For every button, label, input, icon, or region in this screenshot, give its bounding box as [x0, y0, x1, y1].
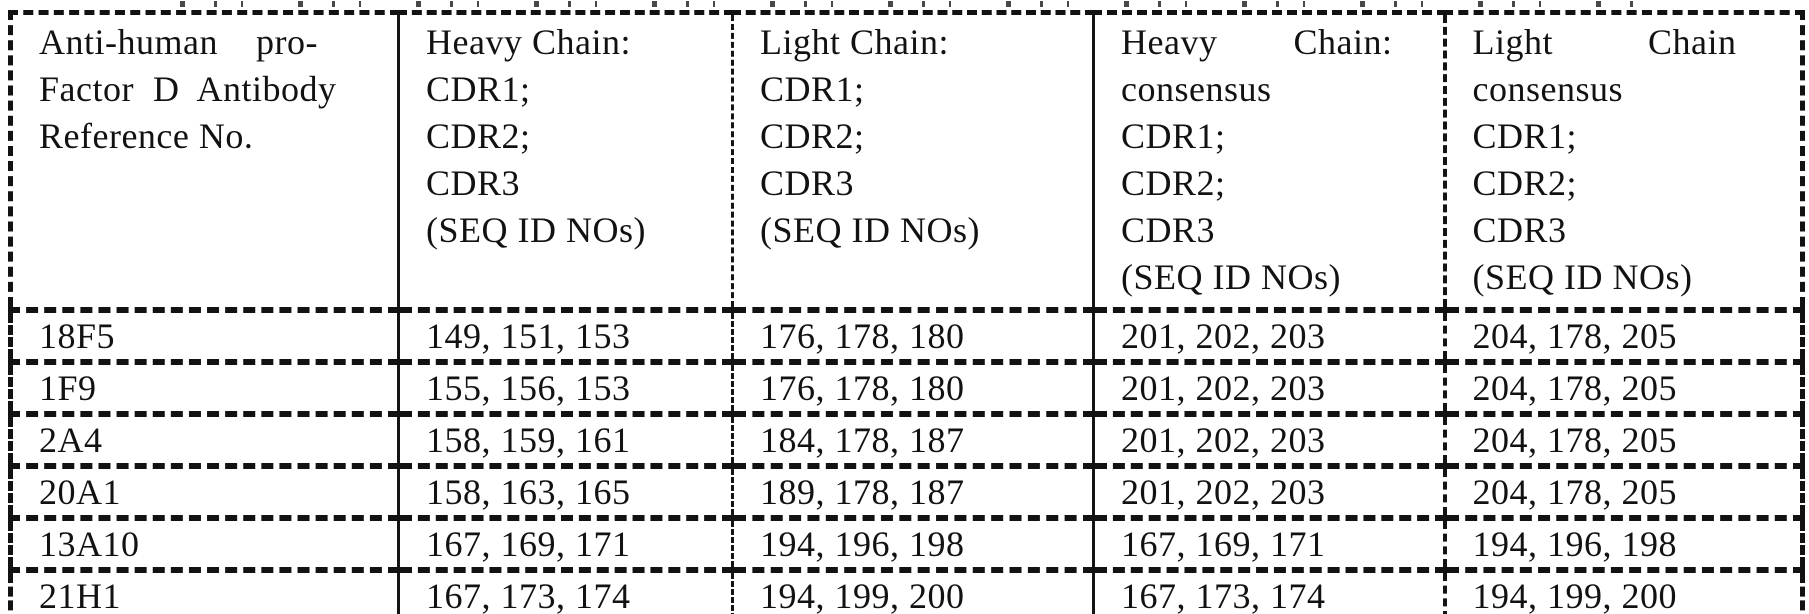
- header-cell-heavy-consensus: Heavy Chain: consensus CDR1; CDR2; CDR3 (SEQ ID NOs): [1094, 13, 1445, 311]
- cell-heavy-consensus: 167, 173, 174: [1094, 570, 1445, 614]
- table-row: [11, 466, 1803, 518]
- antibody-cdr-seq-id-table: [8, 10, 1805, 614]
- table-header: [11, 13, 1803, 311]
- header-cell-light-chain: Light Chain: CDR1; CDR2; CDR3 (SEQ ID NOs): [733, 13, 1094, 311]
- table-row: [11, 362, 1803, 414]
- cell-light: 176, 178, 180: [733, 362, 1094, 414]
- cell-ref: 1F9: [11, 362, 399, 414]
- cell-heavy: 158, 159, 161: [399, 414, 733, 466]
- header-cell-heavy-chain: Heavy Chain: CDR1; CDR2; CDR3 (SEQ ID NOs): [399, 13, 733, 311]
- cell-light-consensus: 204, 178, 205: [1445, 362, 1803, 414]
- cell-light: 189, 178, 187: [733, 466, 1094, 518]
- cell-heavy: 149, 151, 153: [399, 310, 733, 362]
- cell-ref: 2A4: [11, 414, 399, 466]
- cell-light-consensus: 194, 199, 200: [1445, 570, 1803, 614]
- cell-light: 194, 196, 198: [733, 518, 1094, 570]
- cell-light-consensus: 204, 178, 205: [1445, 310, 1803, 362]
- cell-light: 184, 178, 187: [733, 414, 1094, 466]
- table-header-row: [11, 13, 1803, 311]
- cell-heavy: 167, 169, 171: [399, 518, 733, 570]
- cell-heavy-consensus: 201, 202, 203: [1094, 414, 1445, 466]
- cell-heavy: 155, 156, 153: [399, 362, 733, 414]
- cell-ref: 21H1: [11, 570, 399, 614]
- cell-light-consensus: 194, 196, 198: [1445, 518, 1803, 570]
- cell-ref: 20A1: [11, 466, 399, 518]
- table-row: [11, 570, 1803, 614]
- cell-light-consensus: 204, 178, 205: [1445, 414, 1803, 466]
- header-cell-light-consensus: Light Chain consensus CDR1; CDR2; CDR3 (SEQ ID NOs): [1445, 13, 1803, 311]
- cell-heavy-consensus: 167, 169, 171: [1094, 518, 1445, 570]
- table-row: [11, 414, 1803, 466]
- cell-heavy-consensus: 201, 202, 203: [1094, 310, 1445, 362]
- cell-light: 176, 178, 180: [733, 310, 1094, 362]
- cell-light-consensus: 204, 178, 205: [1445, 466, 1803, 518]
- table-row: [11, 518, 1803, 570]
- cell-heavy-consensus: 201, 202, 203: [1094, 362, 1445, 414]
- table-body: [11, 310, 1803, 614]
- cell-light: 194, 199, 200: [733, 570, 1094, 614]
- cell-ref: 13A10: [11, 518, 399, 570]
- cell-heavy-consensus: 201, 202, 203: [1094, 466, 1445, 518]
- cell-ref: 18F5: [39, 316, 116, 356]
- header-cell-reference-no: Anti-human pro- Factor D Antibody Reference No.: [11, 13, 399, 311]
- cell-heavy: 158, 163, 165: [399, 466, 733, 518]
- cell-heavy: 167, 173, 174: [399, 570, 733, 614]
- table-row: [11, 310, 1803, 362]
- cropped-text-remnant: [180, 1, 1650, 7]
